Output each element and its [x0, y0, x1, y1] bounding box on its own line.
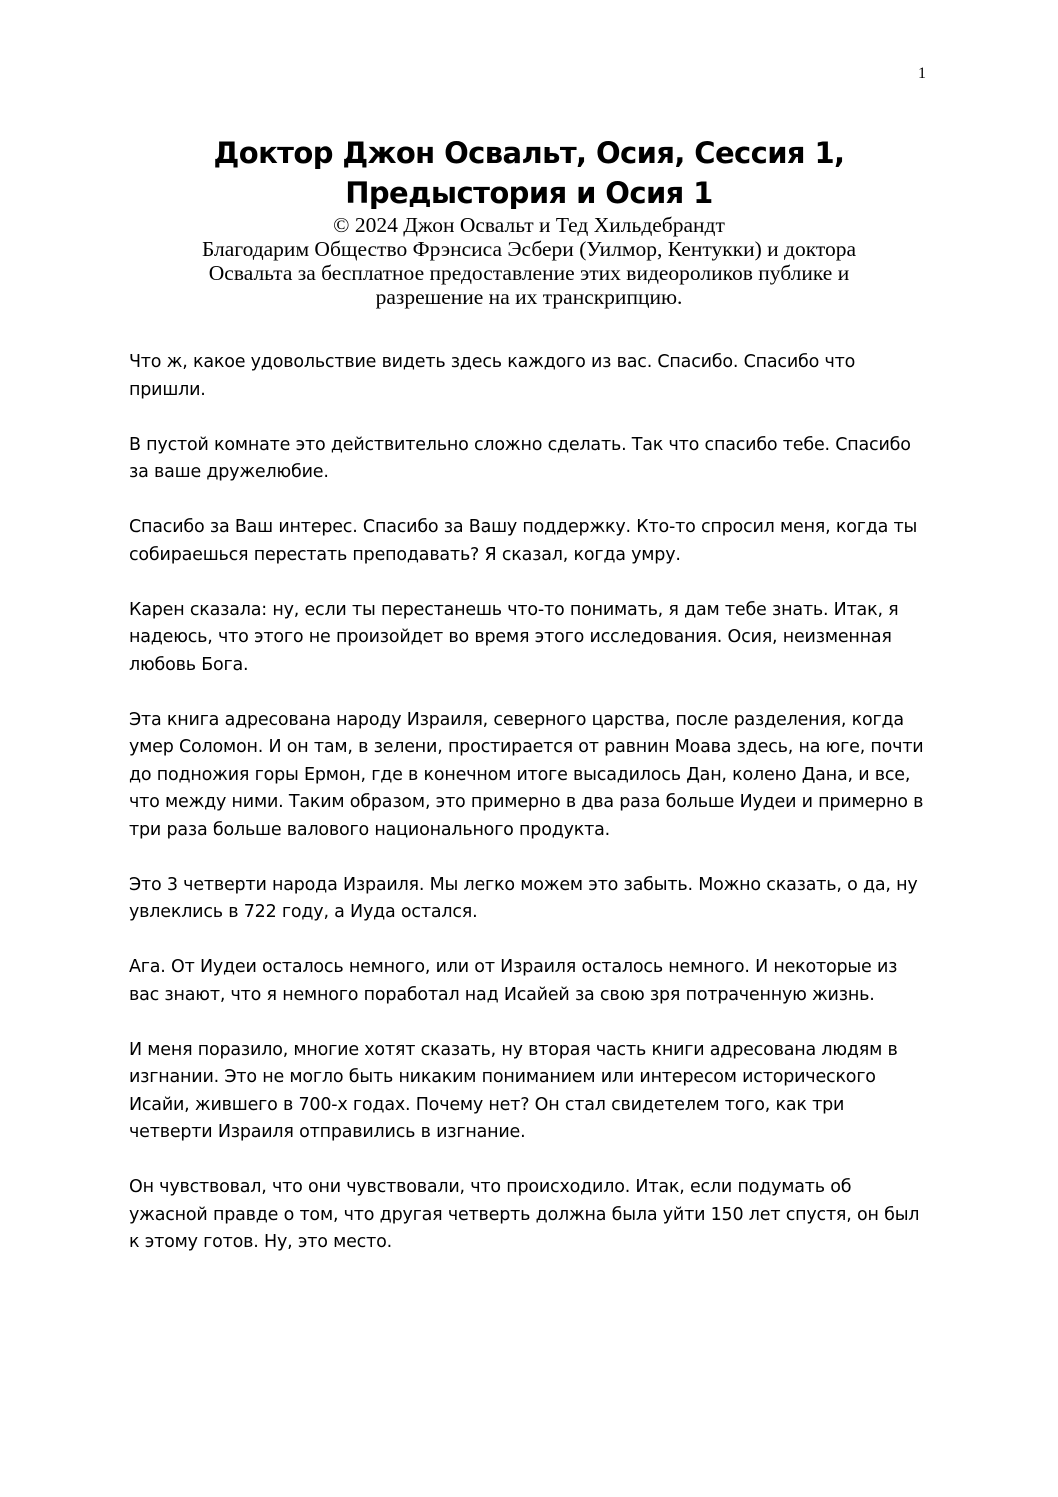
paragraph: Это 3 четверти народа Израиля. Мы легко можем это забыть. Можно сказать, о да, ну увлеклись в 722 году, а Иуда остался. [129, 874, 918, 922]
title-line-2: Предыстория и Осия 1 [345, 176, 713, 210]
acknowledgement-line-3: разрешение на их транскрипцию. [375, 285, 683, 309]
acknowledgement-line-1: Благодарим Общество Фрэнсиса Эсбери (Уилмор, Кентукки) и доктора [201, 237, 857, 261]
paragraph: В пустой комнате это действительно сложно сделать. Так что спасибо тебе. Спасибо за ваше дружелюбие. [129, 434, 911, 482]
copyright-line: © 2024 Джон Освальт и Тед Хильдебрандт [333, 213, 725, 237]
paragraph: Ага. От Иудеи осталось немного, или от Израиля осталось немного. И некоторые из вас знают, что я немного поработал над Исайей за свою зря потраченную жизнь. [129, 957, 898, 1005]
acknowledgement-line-2: Освальта за бесплатное предоставление этих видеороликов публике и [208, 261, 850, 285]
document-title [120, 133, 938, 213]
paragraph: Он чувствовал, что они чувствовали, что происходило. Итак, если подумать об ужасной правде о том, что другая четверть должна была уйти 150 лет спустя, он был к этому готов. Ну, это место. [129, 1177, 920, 1252]
transcript-body [129, 349, 929, 1284]
paragraph: Карен сказала: ну, если ты перестанешь что-то понимать, я дам тебе знать. Итак, я надеюсь, что этого не произойдет во время этого исследования. Осия, неизменная любовь Бога. [129, 599, 899, 675]
document-header [120, 133, 938, 309]
title-line-1: Доктор Джон Освальт, Осия, Сессия 1, [213, 136, 845, 170]
paragraph: Эта книга адресована народу Израиля, северного царства, после разделения, когда умер Соломон. И он там, в зелени, простирается от равнин Моава здесь, на юге, почти до подножия горы Ермон, где в конечном итоге высадилось Дан, колено Дана, и все, что между ними. Таким образом, это примерно в два раза больше Иудеи и примерно в три раза больше валового национального продукта. [129, 709, 924, 840]
page-number: 1 [918, 65, 926, 82]
paragraph: Что ж, какое удовольствие видеть здесь каждого из вас. Спасибо. Спасибо что пришли. [129, 352, 856, 400]
paragraph: Спасибо за Ваш интерес. Спасибо за Вашу поддержку. Кто-то спросил меня, когда ты собираешься перестать преподавать? Я сказал, когда умру. [129, 517, 918, 565]
paragraph: И меня поразило, многие хотят сказать, ну вторая часть книги адресована людям в изгнании. Это не могло быть никаким пониманием или интересом исторического Исайи, жившего в 700-х годах. Почему нет? Он стал свидетелем того, как три четверти Израиля отправились в изгнание. [129, 1039, 898, 1142]
